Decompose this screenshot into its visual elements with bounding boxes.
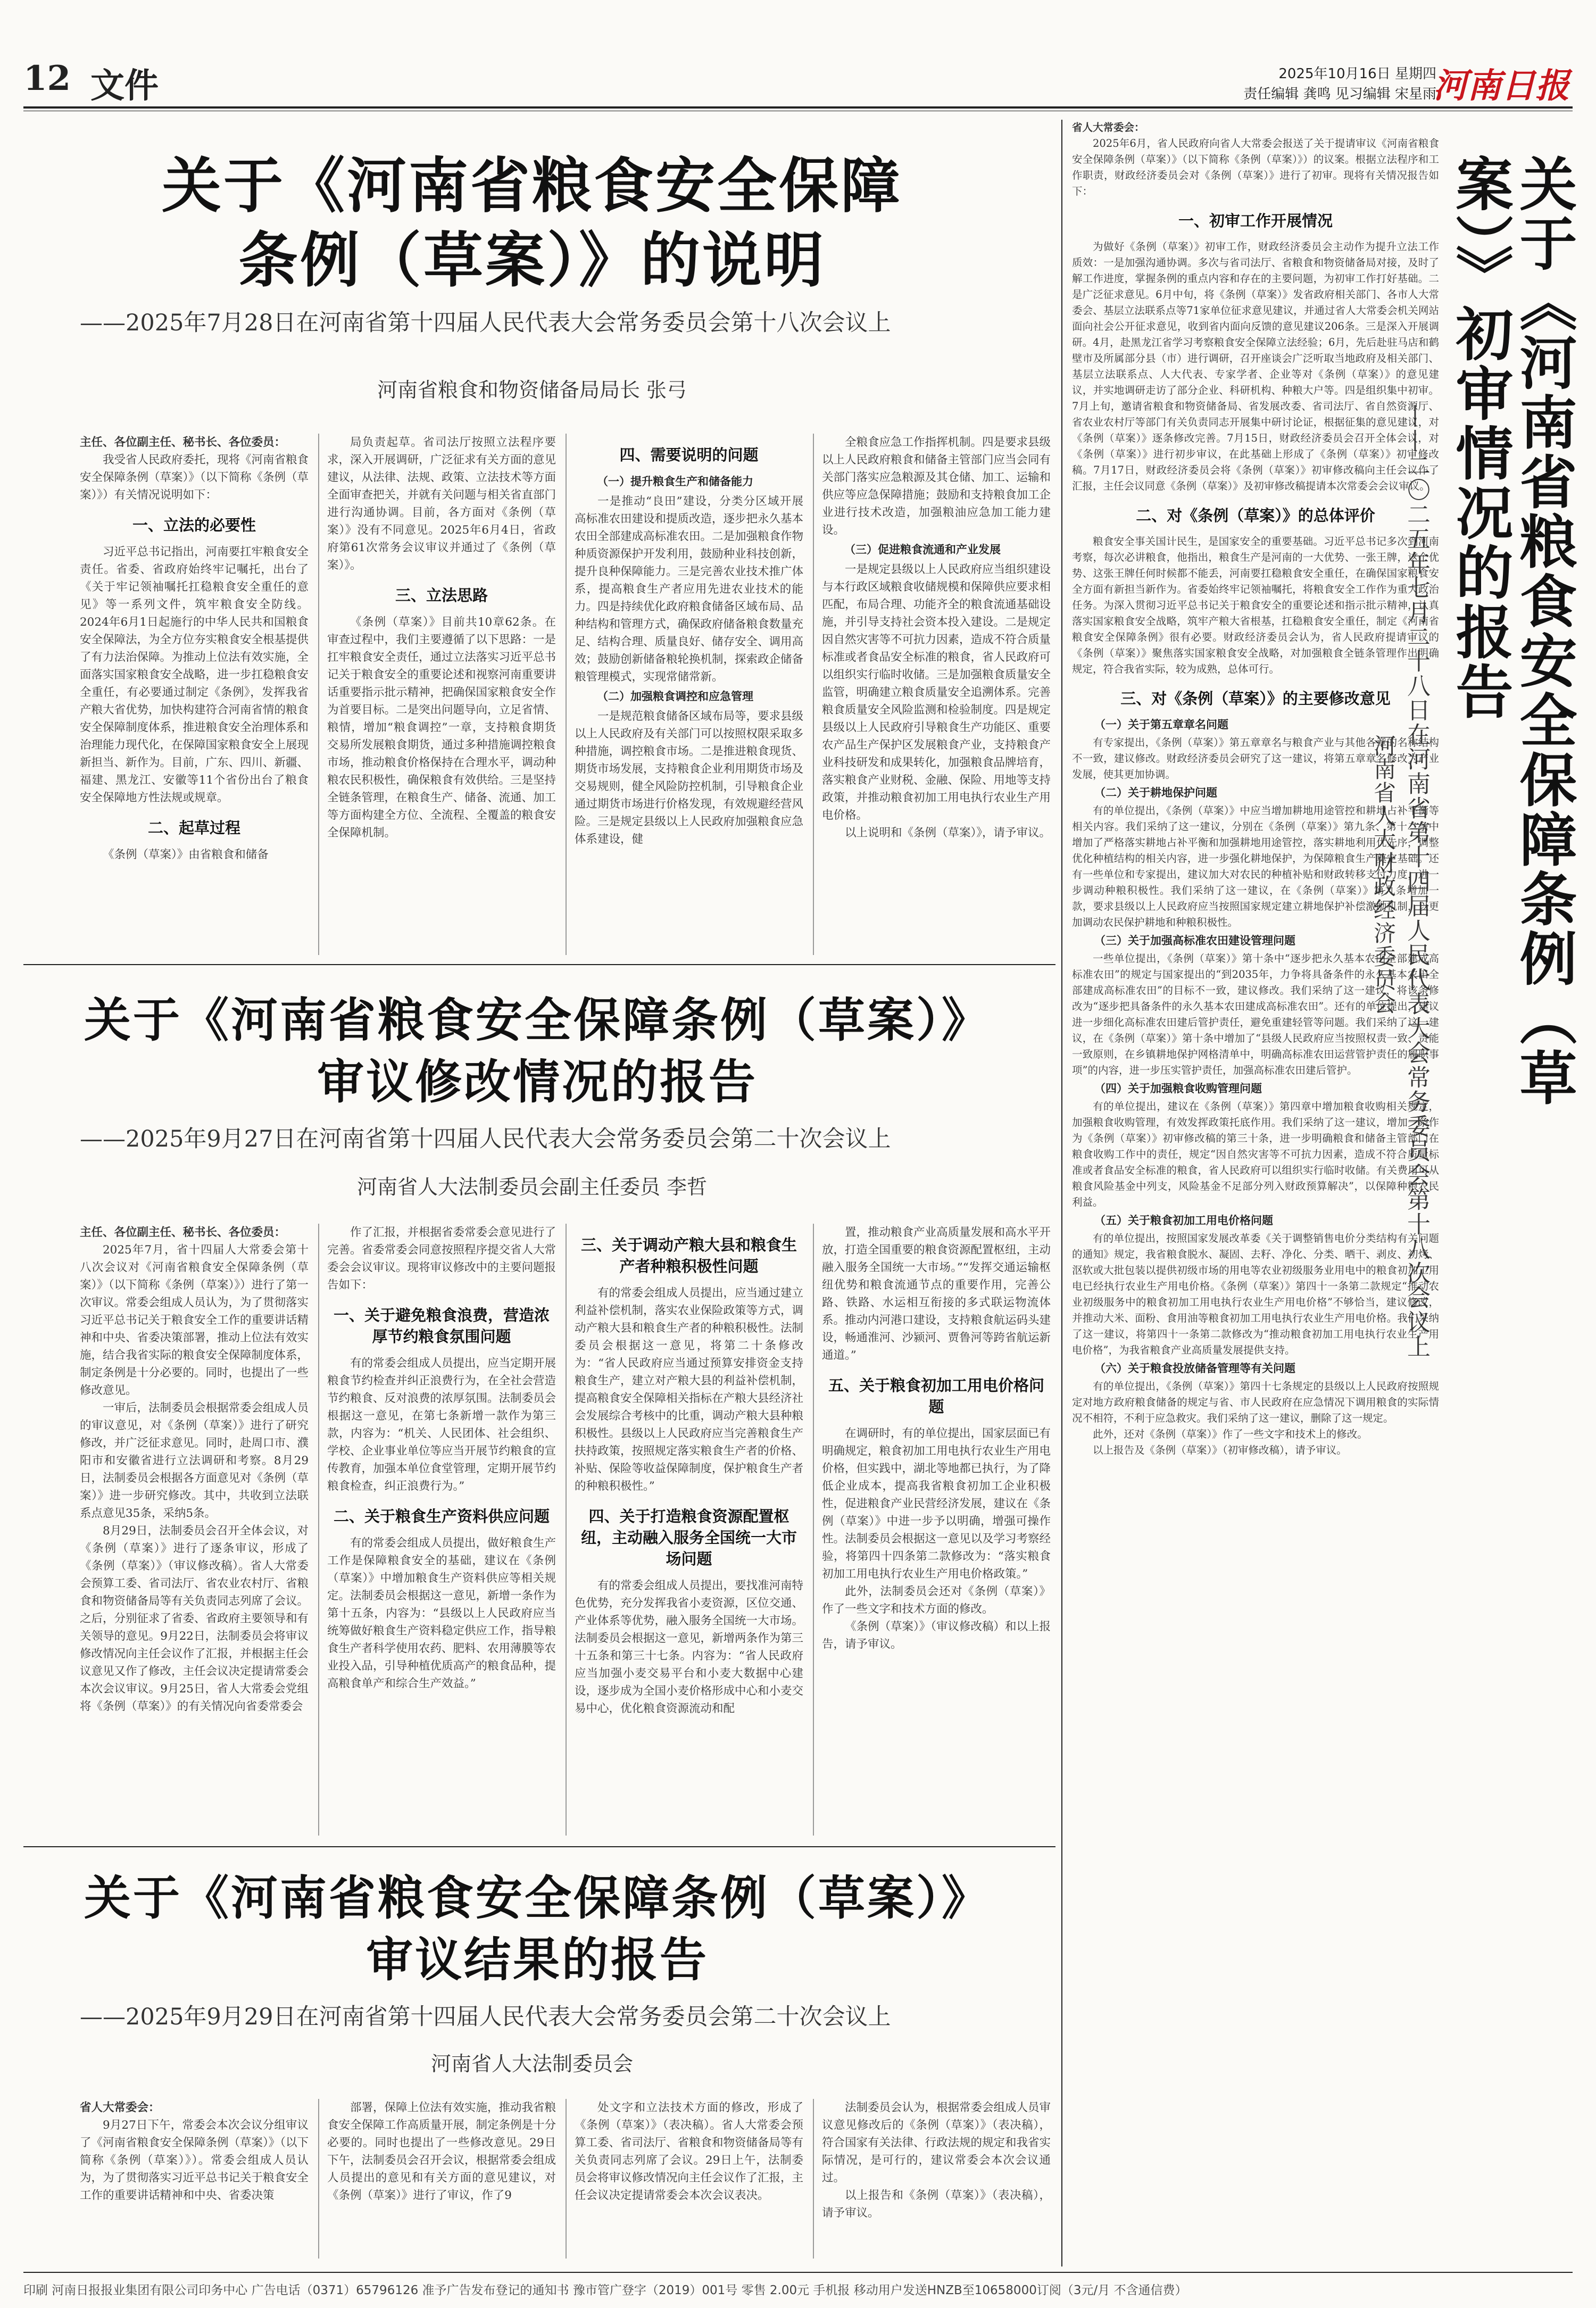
paragraph: 一是规范粮食储备区域布局等，要求县级以上人民政府及有关部门可以按照权限采取多种措施，调控粮食市场。二是推进粮食现货、期货市场发展，支持粮食企业利用期货市场及交易规则，健全风险防控机制，引导粮食企业通过期货市场进行价格发现，有效规避经营风险。三是规定县级以上人民政府加强粮食应急体系建设，健	[575, 710, 803, 846]
column-divider	[813, 2099, 814, 2259]
paragraph: 《条例（草案）》目前共10章62条。在审查过程中，我们主要遵循了以下思路：一是扛牢粮食安全责任，通过立法落实习近平总书记关于粮食安全的重要论述和视察河南重要讲话重要指示批示精神，把确保国家粮食安全作为首要目标。二是突出问题导向，立足省情、粮情，增加“粮食调控”一章，支持粮食期货交易所发展粮食期货，通过多种措施调控粮食市场，推动粮食价格保持在合理水平，调动种粮农民积极性，确保粮食有效供给。三是坚持全链条管理，在粮食生产、储备、流通、加工等方面构建全方位、全流程、全覆盖的粮食安全保障机制。	[327, 616, 556, 840]
article2-column-2	[327, 1224, 556, 1838]
section-heading: 一、关于避免粮食浪费，营造浓厚节约粮食氛围问题	[333, 1306, 550, 1346]
paragraph: 8月29日，法制委员会召开全体会议，对《条例（草案）》进行了逐条审议，形成了《条例（草案）》（审议修改稿）。省人大常委会预算工委、省司法厅、省农业农村厅、省粮食和物资储备局等有关负责同志列席了会议。之后，分别征求了省委、省政府主要领导和有关领导的意见。9月22日，法制委员会将审议修改情况向主任会议作了汇报，并根据主任会议意见又作了修改，主任会议决定提请常委会本次会议审议。9月25日，省人大常委会党组将《条例（草案）》的有关情况向省委常委会	[80, 1524, 309, 1713]
article3-column-1	[80, 2099, 309, 2264]
paragraph: 《条例（草案）》由省粮食和储备	[103, 848, 269, 861]
section-heading: 三、对《条例（草案）》的主要修改意见	[1120, 690, 1391, 708]
paragraph: 为做好《条例（草案）》初审工作，财政经济委员会主动作为提升立法工作质效：一是加强沟通协调。多次与省司法厅、省粮食和物资储备局对接，及时了解工作进度，掌握条例的重点内容和存在的主要问题，为初审工作打好基础。二是广泛征求意见。6月中旬，将《条例（草案）》发省政府相关部门、各市人大常委会、基层立法联系点等71家单位征求意见建议，并通过省人大常委会机关网站面向社会公开征求意见，收到省内面向反馈的意见建议206条。三是深入开展调研。4月，赴黑龙江省学习考察粮食安全保障立法经验；6月，先后赴驻马店和鹤壁市及所属部分县（市）进行调研，召开座谈会广泛听取当地政府及相关部门、基层立法联系点、人大代表、专家学者、企业等对《条例（草案）》的意见建议，并实地调研走访了部分企业、科研机构、种粮大户等。四是组织集中初审。7月上旬，邀请省粮食和物资储备局、省发展改委、省司法厅、省自然资源厅、省农业农村厅等部门有关负责同志开展集中研讨论证，根据征集的意见建议，对《条例（草案）》逐条修改完善。7月15日，财政经济委员会召开全体会议，对《条例（草案）》进行初步审议，在此基础上形成了《条例（草案）》初审修改稿。7月17日，财政经济委员会将《条例（草案）》初审修改稿向主任会议作了汇报，主任会议同意《条例（草案）》及初审修改稿提请本次常委会会议审议。	[1072, 240, 1439, 492]
section-heading: 五、关于粮食初加工用电价格问题	[828, 1376, 1044, 1416]
paragraph: 置，推动粮食产业高质量发展和高水平开放，打造全国重要的粮食资源配置枢纽，主动融入服务全国统一大市场。”“发挥交通运输枢纽优势和粮食流通节点的重要作用，完善公路、铁路、水运相互衔接的多式联运物流体系。推动内河港口建设，支持粮食航运码头建设，畅通淮河、沙颍河、贾鲁河等跨省航运新通道。”	[822, 1226, 1051, 1362]
sub-heading: （三）促进粮食流通和产业发展	[844, 543, 1001, 556]
header-meta	[1243, 64, 1436, 104]
section-name: 文件	[90, 66, 159, 106]
page-number: 12	[23, 59, 71, 98]
article1-title-line1: 关于《河南省粮食安全保障	[162, 152, 902, 221]
editors: 责任编辑 龚鸣 见习编辑 宋星雨	[1243, 86, 1436, 102]
article1-title-line2: 条例（草案）》的说明	[238, 226, 826, 295]
column-divider	[813, 1224, 814, 1836]
article4-byline: 河南省人大财政经济委员会	[1370, 734, 1396, 1015]
paragraph: 有的单位提出，建议在《条例（草案）》第四章中增加粮食收购相关规定，加强粮食收购管理，有效发挥政策托底作用。我们采纳了这一建议，增加一条作为《条例（草案）》初审修改稿的第三十条，进一步明确粮食和储备主管部门在粮食收购工作中的责任，规定“因自然灾害等不可抗力因素，造成不符合质量标准或者食品安全标准的粮食，省人民政府可以组织实行临时收储。有关费用可从粮食风险基金中列支，风险基金不足部分列入财政预算解决”，以保障种粮农民利益。	[1072, 1100, 1439, 1208]
article3-title-line2: 审议结果的报告	[365, 1932, 709, 1987]
article-separator	[23, 964, 1055, 965]
article2-title-line1: 关于《河南省粮食安全保障条例（草案）》	[84, 993, 991, 1048]
section-heading: 三、关于调动产粮大县和粮食生产者种粮积极性问题	[580, 1236, 797, 1275]
paragraph: 全粮食应急工作指挥机制。四是要求县级以上人民政府粮食和储备主管部门应当会同有关部门落实应急粮源及其仓储、加工、运输和供应等应急保障措施；鼓励和支持粮食加工企业进行技术改造，加强粮油应急加工能力建设。	[822, 436, 1051, 537]
article4-title: 关于《河南省粮食安全保障条例（草案）》初审情况的报告	[1446, 154, 1576, 1108]
paragraph: 一审后，法制委员会根据常委会组成人员的审议意见，对《条例（草案）》进行了研究修改，并广泛征求意见。同时，赴周口市、濮阳市和安徽省进行立法调研和考察。8月29日，法制委员会根据各方面意见对《条例（草案）》进一步研究修改。其中，共收到立法联系点意见35条，采纳5条。	[80, 1401, 309, 1520]
column-divider	[813, 434, 814, 955]
right-article-divider	[1061, 120, 1062, 2267]
column-divider	[566, 1224, 567, 1836]
paragraph: 法制委员会认为，根据常委会组成人员审议意见修改后的《条例（草案）》（表决稿），符合国家有关法律、行政法规的规定和我省实际情况，是可行的，建议常委会本次会议通过。	[822, 2101, 1051, 2185]
section-heading: 二、关于粮食生产资料供应问题	[333, 1507, 550, 1525]
paragraph: 一是推动“良田”建设，分类分区域开展高标准农田建设和提质改造，逐步把永久基本农田全部建成高标准农田。二是加强粮食作物种质资源保护开发利用，鼓励种业科技创新，提升良种保障能力。三是完善农业技术推广体系，提高粮食生产者应用先进农业技术的能力。四是持续优化政府粮食储备区域布局、品种结构和管理方式，确保政府储备粮食数量充足、结构合理、质量良好、储存安全、调用高效；鼓励创新储备粮轮换机制，探索政企储备粮管理模式，实现常储常新。	[575, 495, 803, 684]
paragraph: 处文字和立法技术方面的修改，形成了《条例（草案）》（表决稿）。省人大常委会预算工委、省司法厅、省粮食和物资储备局等有关负责同志列席了会议。29日上午，法制委员会将审议修改情况向主任会议作了汇报，主任会议决定提请常委会本次会议表决。	[575, 2101, 803, 2202]
section-heading: 四、需要说明的问题	[619, 446, 759, 464]
paragraph: 有的常委会组成人员提出，要找准河南特色优势，充分发挥我省小麦资源，区位交通、产业体系等优势，融入服务全国统一大市场。法制委员会根据这一意见，新增两条作为第三十五条和第三十七条。内容为：“省人民政府应当加强小麦交易平台和小麦大数据中心建设，逐步成为全国小麦价格形成中心和小麦交易中心，优化粮食资源流动和配	[575, 1579, 803, 1715]
article2-column-1	[80, 1224, 309, 1838]
paragraph: 有的常委会组成人员提出，应当定期开展粮食节约检查并纠正浪费行为，在全社会营造节约粮食、反对浪费的浓厚氛围。法制委员会根据这一意见，在第七条新增一款作为第三款，内容为：“机关、人民团体、社会组织、学校、企业事业单位等应当开展节约粮食的宣传教育，加强本单位食堂管理，定期开展节约粮食检查，纠正浪费行为。”	[327, 1357, 556, 1493]
paragraph: 部署，保障上位法有效实施，推动我省粮食安全保障工作高质量开展，制定条例是十分必要的。同时也提出了一些修改意见。29日下午，法制委员会召开会议，根据常委会组成人员提出的意见和有关方面的意见建议，对《条例（草案）》进行了审议，作了9	[327, 2101, 556, 2202]
article-separator	[23, 1846, 1055, 1847]
sub-heading: （二）关于耕地保护问题	[1094, 786, 1217, 799]
sub-heading: （六）关于粮食投放储备管理等有关问题	[1094, 1362, 1295, 1375]
article3-column-2	[327, 2099, 556, 2264]
section-heading: 三、立法思路	[395, 586, 488, 604]
article1-subtitle: ——2025年7月28日在河南省第十四届人民代表大会常务委员会第十八次会议上	[80, 310, 891, 336]
article3-column-4	[822, 2099, 1051, 2264]
article3-subtitle: ——2025年9月29日在河南省第十四届人民代表大会常务委员会第二十次会议上	[80, 2004, 891, 2030]
paragraph: 一是规定县级以上人民政府应当组织建设与本行政区域粮食收储规模和保障供应要求相匹配，布局合理、功能齐全的粮食流通基础设施，并引导支持社会资本投入建设。二是规定因自然灾害等不可抗力因素，造成不符合质量标准或者食品安全标准的粮食，省人民政府可以组织实行临时收储。三是加强粮食质量安全监管，明确建立粮食质量安全追溯体系。完善粮食质量安全风险监测和检验制度。四是规定县级以上人民政府引导粮食生产功能区、重要农产品生产保护区发展粮食产业，支持粮食产业科技研发和成果转化，加强粮食品牌培育，落实粮食产业财税、金融、保险、用地等支持政策，并推动粮食初加工用电执行农业生产用电价格。	[822, 563, 1051, 822]
paragraph: 粮食安全事关国计民生，是国家安全的重要基础。习近平总书记多次到河南考察，每次必讲粮食，他指出，粮食生产是河南的一大优势、一张王牌，这个优势、这张王牌任何时候都不能丢，河南要扛稳粮食安全重任，在确保国家粮食安全方面有新担当新作为。省委始终牢记领袖嘱托，将粮食安全工作作为重大政治任务。为深入贯彻习近平总书记关于粮食安全的重要论述和指示批示精神，认真落实国家粮食安全战略，筑牢产粮大省根基，扛稳粮食安全重任，制定《河南省粮食安全保障条例》很有必要。财政经济委员会认为，省人民政府提请审议的《条例（草案）》聚焦落实国家粮食安全战略，对加强粮食全链条管理作出明确规定，符合我省实际，较为成熟，总体可行。	[1072, 535, 1439, 675]
paragraph: 此外，法制委员会还对《条例（草案）》作了一些文字和技术方面的修改。	[822, 1585, 1051, 1616]
paragraph: 有专家提出，《条例（草案）》第五章章名与粮食产业与其他各章的名称结构不一致，建议修改。财政经济委员会研究了这一建议，将第五章章名修改为产业发展，使其更加协调。	[1072, 736, 1439, 781]
salutation: 省人大常委会：	[1072, 121, 1145, 134]
salutation: 主任、各位副主任、秘书长、各位委员：	[80, 1226, 286, 1239]
paragraph: 一些单位提出，《条例（草案）》第十条中“逐步把永久基本农田全部建成高标准农田”的规定与国家提出的“到2035年，力争将具备条件的永久基本农田全部建成高标准农田”的目标不一致，建议修改。我们采纳了这一建议，将该条修改为“逐步把具备条件的永久基本农田建成高标准农田”。还有的单位提出，建议进一步细化高标准农田建后管护责任，避免重建轻管等问题。我们采纳了这一建议，在《条例（草案）》第十条中增加了“县级人民政府应当按照权责一致、责能一致原则，在乡镇耕地保护网格清单中，明确高标准农田运营管护责任的履职事项”的内容，进一步压实管护责任，加强高标准农田建后管护。	[1072, 952, 1439, 1076]
paragraph: 作了汇报，并根据省委常委会意见进行了完善。省委常委会同意按照程序提交省人大常委会会议审议。现将审议修改中的主要问题报告如下：	[327, 1226, 556, 1292]
column-divider	[318, 1224, 319, 1836]
salutation: 省人大常委会：	[80, 2101, 160, 2114]
article2-column-3	[575, 1224, 803, 1838]
article2-title	[32, 990, 1043, 1113]
paragraph: 在调研时，有的单位提出，国家层面已有明确规定，粮食初加工用电执行农业生产用电价格，但实践中，湖北等地都已执行，为了降低企业成本，提高我省粮食初加工企业积极性，促进粮食产业民营经济发展，建议在《条例（草案）》中进一步予以明确，增强可操作性。法制委员会根据这一意见以及学习考察经验，将第四十四条第二款修改为：“落实粮食初加工用电执行农业生产用电价格政策。”	[822, 1427, 1051, 1581]
section-heading: 二、对《条例（草案）》的总体评价	[1136, 507, 1375, 525]
article2-byline: 河南省人大法制委员会副主任委员 李哲	[356, 1175, 708, 1199]
article3-byline: 河南省人大法制委员会	[430, 2052, 633, 2075]
paragraph: 有的单位提出，《条例（草案）》中应当增加耕地用途管控和耕地占补平衡等相关内容。我们采纳了这一建议，分别在《条例（草案）》第九条、第十二条中增加了严格落实耕地占补平衡和加强耕地用途管控，落实耕地利用优先序，调整优化种植结构的相关内容，进一步强化耕地保护，为保障粮食生产奠定基础。还有一些单位和专家提出，建议加大对农民的种植补贴和财政转移支付力度，进一步调动种粮积极性。我们采纳了这一建议，在《条例（草案）》第九条增加一款，要求县级以上人民政府应当按照国家规定建立耕地保护补偿激励机制，以更加调动农民保护耕地和种粮积极性。	[1072, 804, 1439, 928]
article1-column-2	[327, 434, 556, 958]
paragraph: 此外，还对《条例（草案）》作了一些文字和技术上的修改。	[1093, 1428, 1368, 1440]
article2-subtitle: ——2025年9月27日在河南省第十四届人民代表大会常务委员会第二十次会议上	[80, 1126, 891, 1152]
sub-heading: （三）关于加强高标准农田建设管理问题	[1094, 934, 1295, 947]
issue-date: 2025年10月16日 星期四	[1278, 66, 1436, 82]
article2-column-4	[822, 1224, 1051, 1838]
paragraph: 有的单位提出，按照国家发展改革委《关于调整销售电价分类结构有关问题的通知》规定，我省粮食脱水、凝固、去籽、净化、分类、晒干、剥皮、初烤、沤软或大批包装以提供初级市场的用电等农业初级服务业用电中的粮食初加工用电已经执行农业生产用电价格。《条例（草案）》第四十一条第二款规定“推动农业初级服务中的粮食初加工用电执行农业生产用电价格”不够恰当，建议修改，并推动大米、面粉、食用油等粮食初加工用电执行农业生产用电价格。我们采纳了这一建议，将第四十一条第二款修改为“推动粮食初加工用电执行农业生产用电价格”，为我省粮食产业高质量发展提供支持。	[1072, 1232, 1439, 1356]
section-heading: 一、初审工作开展情况	[1178, 212, 1333, 230]
paragraph: 有的常委会组成人员提出，做好粮食生产工作是保障粮食安全的基础，建议在《条例（草案）》中增加粮食生产资料供应等相关规定。法制委员会根据这一意见，新增一条作为第十五条，内容为：“县级以上人民政府应当统筹做好粮食生产资料稳定供应工作，指导粮食生产者科学使用农药、肥料、农用薄膜等农业投入品，引导种植优质高产的粮食品种，提高粮食单产和综合生产效益。”	[327, 1537, 556, 1690]
column-divider	[318, 2099, 319, 2259]
sub-heading: （二）加强粮食调控和应急管理	[597, 690, 753, 703]
article1-column-1	[80, 434, 309, 958]
paragraph: 有的单位提出，《条例（草案）》第四十七条规定的县级以上人民政府按照规定对地方政府粮食储备的规定与省、市人民政府在应急情况下调用粮食的实际情况不相符，不利于应急救灾。我们采纳了这一建议，删除了这一规定。	[1072, 1380, 1439, 1424]
article3-title	[32, 1867, 1043, 1991]
column-divider	[318, 434, 319, 955]
paragraph: 《条例（草案）》（审议修改稿）和以上报告，请予审议。	[822, 1620, 1051, 1651]
paragraph: 9月27日下午，常委会本次会议分组审议了《河南省粮食安全保障条例（草案）》（以下简称《条例（草案）》）。常委会组成人员认为，为了贯彻落实习近平总书记关于粮食安全工作的重要讲话精神和中央、省委决策	[80, 2119, 309, 2202]
paragraph: 以上报告和《条例（草案）》（表决稿），请予审议。	[822, 2189, 1051, 2220]
article3-column-3	[575, 2099, 803, 2264]
footer-rule	[23, 2272, 1573, 2273]
paragraph: 以上报告及《条例（草案）》（初审修改稿），请予审议。	[1093, 1444, 1347, 1456]
column-divider	[566, 434, 567, 955]
section-heading: 四、关于打造粮食资源配置枢纽，主动融入服务全国统一大市场问题	[580, 1507, 797, 1568]
paragraph: 2025年7月，省十四届人大常委会第十八次会议对《河南省粮食安全保障条例（草案）》（以下简称《条例（草案）》）进行了第一次审议。常委会组成人员认为，为了贯彻落实习近平总书记关于粮食安全工作的重要讲话精神和中央、省委决策部署，推动上位法有效实施，结合我省实际的粮食安全保障制度体系，制定条例是十分必要的。同时，也提出了一些修改意见。	[80, 1243, 309, 1397]
article3-title-line1: 关于《河南省粮食安全保障条例（草案）》	[84, 1871, 991, 1925]
article1-title	[160, 149, 904, 298]
column-divider	[566, 2099, 567, 2259]
article1-column-4	[822, 434, 1051, 958]
salutation: 主任、各位副主任、秘书长、各位委员：	[80, 436, 286, 449]
sub-heading: （五）关于粮食初加工用电价格问题	[1094, 1214, 1273, 1227]
paragraph: 以上说明和《条例（草案）》，请予审议。	[845, 826, 1051, 840]
sub-heading: （一）提升粮食生产和储备能力	[597, 475, 753, 488]
section-heading: 一、立法的必要性	[132, 516, 256, 534]
paragraph: 2025年6月，省人民政府向省人大常委会报送了关于提请审议《河南省粮食安全保障条例（草案）》（以下简称《条例（草案）》）的议案。根据立法程序和工作职责，财政经济委员会对《条例（草案）》进行了初审。现将有关情况报告如下：	[1072, 137, 1439, 197]
newspaper-logo: 河南日报	[1433, 66, 1569, 106]
section-heading: 二、起草过程	[147, 819, 240, 837]
article4-subtitle: ——二〇二五年七月二十八日在河南省第十四届人民代表大会常务委员会第十八次会议上	[1403, 404, 1430, 1359]
paragraph: 局负责起草。省司法厅按照立法程序要求，深入开展调研，广泛征求有关方面的意见建议，从法律、法规、政策、立法技术等方面全面审查把关，并就有关问题与相关省直部门进行沟通协调。目前，各方面对《条例（草案）》没有不同意见。2025年6月4日，省政府第61次常务会议审议并通过了《条例（草案）》。	[327, 436, 556, 572]
paragraph: 习近平总书记指出，河南要扛牢粮食安全责任。省委、省政府始终牢记嘱托，出台了《关于牢记领袖嘱托扛稳粮食安全重任的意见》等一系列文件，筑牢粮食安全防线。2024年6月1日起施行的中华人民共和国粮食安全保障法，为全方位夯实粮食安全根基提供了有力法治保障。为推动上位法有效实施，全面落实国家粮食安全战略，进一步扛稳粮食安全重任，有必要通过制定《条例》，发挥我省产粮大省优势，加快构建符合河南省情的粮食安全保障制度体系，推进粮食安全治理体系和治理能力现代化，在保障国家粮食安全上展现新担当、新作为。目前，广东、四川、新疆、福建、黑龙江、安徽等11个省份出台了粮食安全保障地方性法规或规章。	[80, 545, 309, 804]
footer-imprint: 印刷 河南日报报业集团有限公司印务中心 广告电话（0371）65796126 准予广告发布登记的通知书 豫市管广登字（2019）001号 零售 2.00元 手机报 移动用户发送HNZB至10658000订阅（3元/月 不含通信费）	[23, 2284, 1187, 2297]
header-rule	[23, 106, 1573, 109]
article4-body	[1072, 120, 1439, 2267]
paragraph: 有的常委会组成人员提出，应当通过建立利益补偿机制，落实农业保险政策等方式，调动产粮大县和粮食生产者的种粮积极性。法制委员会根据这一意见，将第二十条修改为：“省人民政府应当通过预算安排资金支持粮食生产，建立对产粮大县的利益补偿机制，提高粮食安全保障相关指标在产粮大县经济社会发展综合考核中的比重，调动产粮大县种粮积极性。县级以上人民政府应当完善粮食生产扶持政策，按照规定落实粮食生产者的价格、补贴、保险等收益保障制度，保护粮食生产者的种粮积极性。”	[575, 1286, 803, 1493]
sub-heading: （四）关于加强粮食收购管理问题	[1094, 1082, 1262, 1095]
sub-heading: （一）关于第五章章名问题	[1094, 718, 1228, 731]
article2-title-line2: 审议修改情况的报告	[317, 1055, 758, 1109]
article1-column-3	[575, 434, 803, 958]
article1-byline: 河南省粮食和物资储备局局长 张弓	[377, 378, 687, 402]
paragraph: 我受省人民政府委托，现将《河南省粮食安全保障条例（草案）》（以下简称《条例（草案）》）有关情况说明如下：	[80, 453, 309, 502]
